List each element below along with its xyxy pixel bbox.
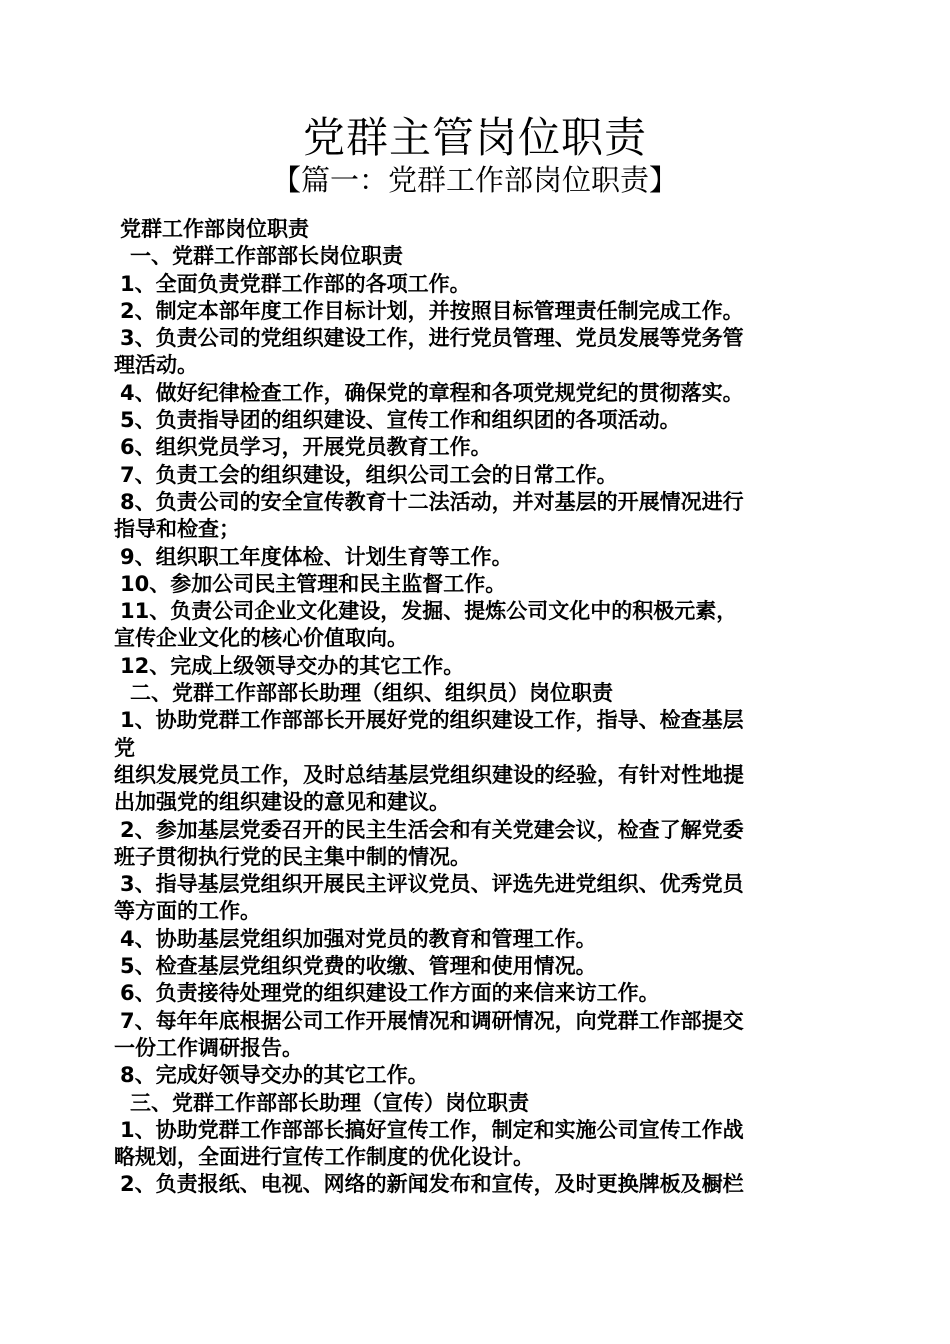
- paragraph-line: 6、负责接待处理党的组织建设工作方面的来信来访工作。: [120, 981, 660, 1006]
- paragraph-line: 11、负责公司企业文化建设，发掘、提炼公司文化中的积极元素，: [120, 599, 738, 624]
- section-heading: 一、党群工作部部长岗位职责: [130, 244, 403, 269]
- paragraph-line: 3、负责公司的党组织建设工作，进行党员管理、党员发展等党务管: [120, 326, 744, 351]
- paragraph-line: 4、做好纪律检查工作，确保党的章程和各项党规党纪的贯彻落实。: [120, 380, 744, 405]
- document-title: 党群主管岗位职责: [302, 113, 647, 162]
- paragraph-line: 出加强党的组织建设的意见和建议。: [114, 790, 450, 815]
- paragraph-line: 8、负责公司的安全宣传教育十二法活动，并对基层的开展情况进行: [120, 489, 744, 514]
- document-body: [114, 216, 838, 1199]
- paragraph-line: 3、指导基层党组织开展民主评议党员、评选先进党组织、优秀党员: [120, 872, 744, 897]
- paragraph-line: 8、完成好领导交办的其它工作。: [120, 1063, 429, 1088]
- paragraph-line: 等方面的工作。: [114, 899, 261, 924]
- paragraph-line: 理活动。: [114, 353, 198, 378]
- section-heading: 三、党群工作部部长助理（宣传）岗位职责: [130, 1090, 529, 1115]
- paragraph-line: 组织发展党员工作，及时总结基层党组织建设的经验，有针对性地提: [114, 762, 744, 787]
- paragraph-line: 指导和检查；: [114, 517, 240, 542]
- paragraph-line: 5、检查基层党组织党费的收缴、管理和使用情况。: [120, 954, 597, 979]
- paragraph-line: 7、负责工会的组织建设，组织公司工会的日常工作。: [120, 462, 618, 487]
- paragraph-line: 1、协助党群工作部部长开展好党的组织建设工作，指导、检查基层: [120, 708, 744, 733]
- paragraph-line: 略规划，全面进行宣传工作制度的优化设计。: [114, 1145, 534, 1170]
- paragraph-line: 宣传企业文化的核心价值取向。: [114, 626, 408, 651]
- paragraph-line: 1、全面负责党群工作部的各项工作。: [120, 271, 471, 296]
- paragraph-line: 6、组织党员学习，开展党员教育工作。: [120, 435, 492, 460]
- paragraph-line: 12、完成上级领导交办的其它工作。: [120, 653, 465, 678]
- paragraph-line: 7、每年年底根据公司工作开展情况和调研情况，向党群工作部提交: [120, 1008, 744, 1033]
- paragraph-line: 10、参加公司民主管理和民主监督工作。: [120, 571, 507, 596]
- paragraph-line: 班子贯彻执行党的民主集中制的情况。: [114, 844, 471, 869]
- section-heading: 二、党群工作部部长助理（组织、组织员）岗位职责: [130, 681, 613, 706]
- paragraph-line: 党: [114, 735, 135, 760]
- paragraph-line: 1、协助党群工作部部长搞好宣传工作，制定和实施公司宣传工作战: [120, 1117, 744, 1142]
- document-subtitle: 【篇一：党群工作部岗位职责】: [271, 163, 678, 197]
- paragraph-line: 5、负责指导团的组织建设、宣传工作和组织团的各项活动。: [120, 408, 681, 433]
- paragraph-line: 2、参加基层党委召开的民主生活会和有关党建会议，检查了解党委: [120, 817, 744, 842]
- paragraph-line: 2、负责报纸、电视、网络的新闻发布和宣传，及时更换牌板及橱栏: [120, 1172, 744, 1197]
- paragraph-line: 一份工作调研报告。: [114, 1035, 303, 1060]
- paragraph-line: 4、协助基层党组织加强对党员的教育和管理工作。: [120, 926, 597, 951]
- paragraph-line: 9、组织职工年度体检、计划生育等工作。: [120, 544, 513, 569]
- section-heading: 党群工作部岗位职责: [120, 217, 309, 241]
- paragraph-line: 2、制定本部年度工作目标计划，并按照目标管理责任制完成工作。: [120, 298, 744, 323]
